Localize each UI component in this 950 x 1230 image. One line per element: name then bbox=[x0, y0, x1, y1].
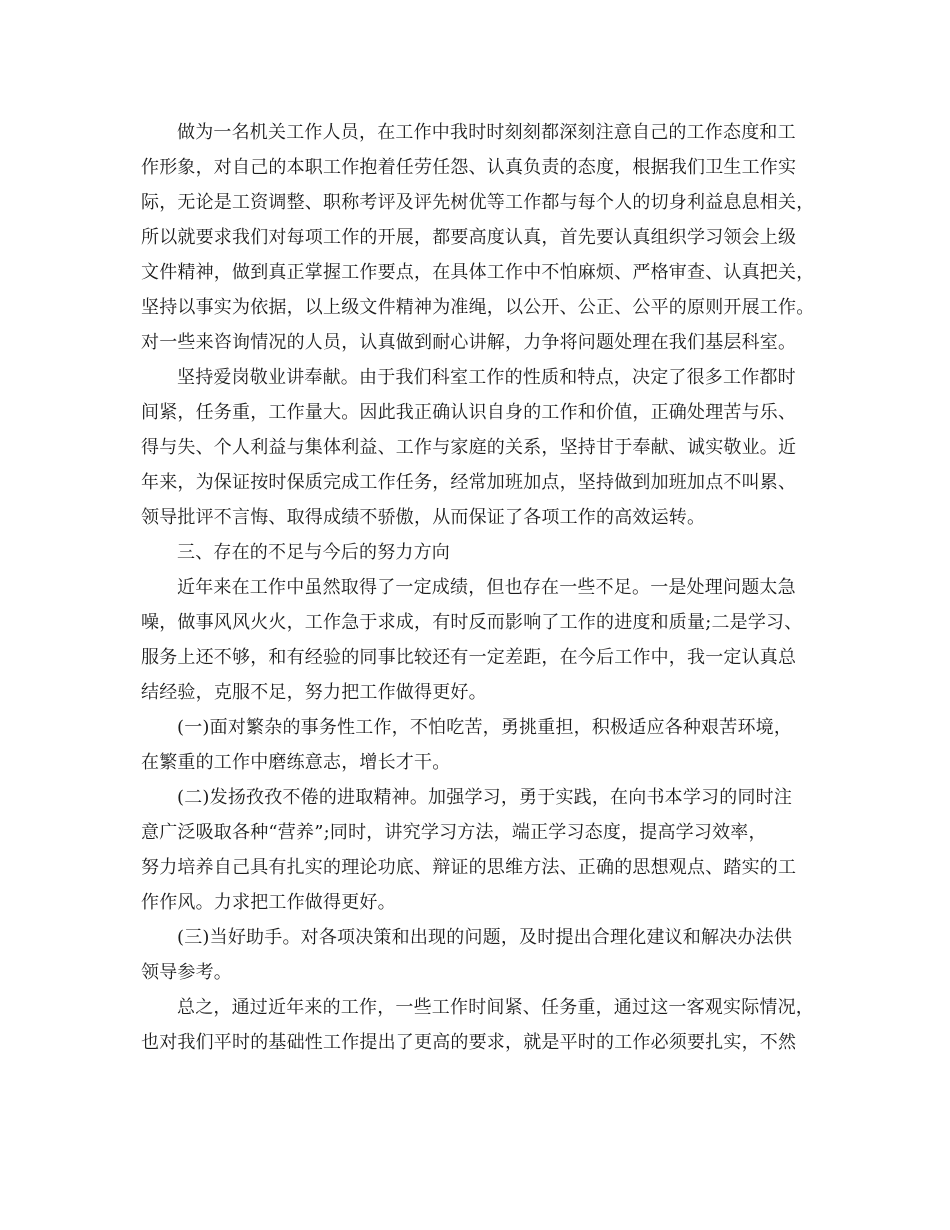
paragraph-2-line-5: 领导批评不言悔、取得成绩不骄傲，从而保证了各项工作的高效运转。 bbox=[141, 507, 706, 528]
item-3-line-2: 领导参考。 bbox=[141, 962, 232, 983]
item-2-line-4: 作作风。力求把工作做得更好。 bbox=[141, 892, 396, 913]
item-1-line-1: (一)面对繁杂的事务性工作，不怕吃苦，勇挑重担，积极适应各种艰苦环境， bbox=[177, 717, 793, 738]
paragraph-2-line-3: 得与失、个人利益与集体利益、工作与家庭的关系，坚持甘于奉献、诚实敬业。近 bbox=[141, 437, 797, 458]
paragraph-3-line-3: 服务上还不够，和有经验的同事比较还有一定差距，在今后工作中，我一定认真总 bbox=[141, 647, 797, 668]
document-body bbox=[141, 115, 821, 1060]
item-2-line-3: 努力培养自己具有扎实的理论功底、辩证的思维方法、正确的思想观点、踏实的工 bbox=[141, 857, 797, 878]
paragraph-1-line-3: 际，无论是工资调整、职称考评及评先树优等工作都与每个人的切身利益息息相关， bbox=[141, 192, 815, 213]
paragraph-2-line-1: 坚持爱岗敬业讲奉献。由于我们科室工作的性质和特点，决定了很多工作都时 bbox=[177, 367, 796, 388]
item-2-line-1: (二)发扬孜孜不倦的进取精神。加强学习，勇于实践，在向书本学习的同时注 bbox=[177, 787, 793, 808]
paragraph-1-line-2: 作形象，对自己的本职工作抱着任劳任怨、认真负责的态度，根据我们卫生工作实 bbox=[141, 157, 797, 178]
paragraph-1-line-4: 所以就要求我们对每项工作的开展，都要高度认真，首先要认真组织学习领会上级 bbox=[141, 227, 797, 248]
paragraph-4-line-1: 总之，通过近年来的工作，一些工作时间紧、任务重，通过这一客观实际情况， bbox=[177, 997, 814, 1018]
paragraph-1-line-6: 坚持以事实为依据，以上级文件精神为准绳，以公开、公正、公平的原则开展工作。 bbox=[141, 297, 815, 318]
paragraph-1-line-1: 做为一名机关工作人员，在工作中我时时刻刻都深刻注意自己的工作态度和工 bbox=[177, 122, 796, 143]
paragraph-2-line-2: 间紧，任务重，工作量大。因此我正确认识自身的工作和价值，正确处理苦与乐、 bbox=[141, 402, 797, 423]
item-1-line-2: 在繁重的工作中磨练意志，增长才干。 bbox=[141, 752, 451, 773]
paragraph-4-line-2: 也对我们平时的基础性工作提出了更高的要求，就是平时的工作必须要扎实，不然 bbox=[141, 1032, 797, 1053]
paragraph-3-line-1: 近年来在工作中虽然取得了一定成绩，但也存在一些不足。一是处理问题太急 bbox=[177, 577, 796, 598]
paragraph-1-line-7: 对一些来咨询情况的人员，认真做到耐心讲解，力争将问题处理在我们基层科室。 bbox=[141, 332, 797, 353]
paragraph-3-line-4: 结经验，克服不足，努力把工作做得更好。 bbox=[141, 682, 487, 703]
section-heading: 三、存在的不足与今后的努力方向 bbox=[177, 542, 450, 563]
item-2-line-2: 意广泛吸取各种“营养”;同时，讲究学习方法，端正学习态度，提高学习效率， bbox=[141, 822, 767, 843]
paragraph-3-line-2: 噪，做事风风火火，工作急于求成，有时反而影响了工作的进度和质量;二是学习、 bbox=[141, 612, 803, 633]
item-3-line-1: (三)当好助手。对各项决策和出现的问题，及时提出合理化建议和解决办法供 bbox=[177, 927, 793, 948]
paragraph-2-line-4: 年来，为保证按时保质完成工作任务，经常加班加点，坚持做到加班加点不叫累、 bbox=[141, 472, 797, 493]
paragraph-1-line-5: 文件精神，做到真正掌握工作要点，在具体工作中不怕麻烦、严格审查、认真把关， bbox=[141, 262, 815, 283]
